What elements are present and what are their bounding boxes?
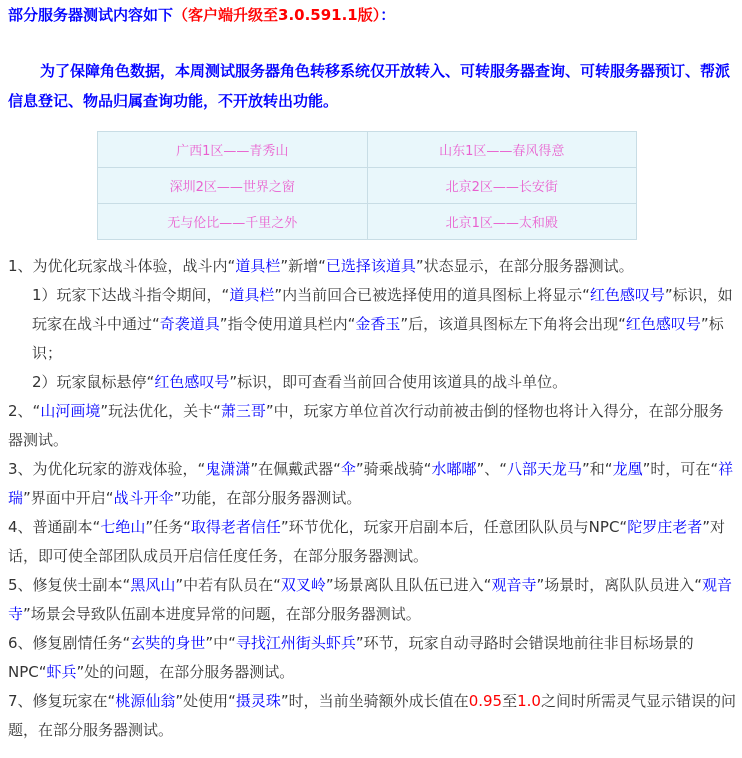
item-text: ”中若有队员在“ <box>175 576 281 594</box>
item-text: 1）玩家下达战斗指令期间，“ <box>32 286 230 304</box>
server-cell: 北京2区——长安街 <box>367 168 637 204</box>
highlighted-term: 红色感叹号 <box>589 286 665 304</box>
highlighted-term: 七绝山 <box>100 518 146 536</box>
page-title <box>8 4 736 26</box>
item-text: 5、修复侠士副本“ <box>8 576 131 594</box>
item-text: ”标识，即可查看当前回合使用该道具的战斗单位。 <box>229 373 568 391</box>
item-text: ”、“ <box>476 460 508 478</box>
highlighted-term: 虾兵 <box>46 663 77 681</box>
item-text: ”环节优化，玩家开启副本后，任意团队队员与NPC“ <box>280 518 628 536</box>
highlighted-term: 双叉岭 <box>280 576 326 594</box>
item-text: ”和“ <box>582 460 613 478</box>
highlighted-term: 鬼潇潇 <box>205 460 251 478</box>
item-text: 1、为优化玩家战斗体验，战斗内“ <box>8 257 236 275</box>
highlighted-term: 观音寺 <box>491 576 537 594</box>
highlighted-term: 祥瑞 <box>8 460 734 507</box>
item-text: ”内当前回合已被选择使用的道具图标上将显示“ <box>274 286 590 304</box>
highlighted-term: 0.95 <box>468 692 503 710</box>
item-text: 2）玩家鼠标悬停“ <box>32 373 155 391</box>
item-text: ”界面中开启“ <box>23 489 114 507</box>
changelog-item <box>8 687 736 745</box>
highlighted-term: 龙凰 <box>612 460 643 478</box>
changelog-item <box>8 513 736 571</box>
highlighted-term: 萧三哥 <box>220 402 266 420</box>
item-text: ”时，可在“ <box>642 460 719 478</box>
highlighted-term: 黑风山 <box>130 576 176 594</box>
highlighted-term: 道具栏 <box>229 286 275 304</box>
item-text: 至 <box>502 692 518 710</box>
item-text: ”任务“ <box>145 518 191 536</box>
highlighted-term: 寻找江州街头虾兵 <box>235 634 356 652</box>
changelog-item <box>8 397 736 455</box>
item-text: ”场景时，离队队员进入“ <box>536 576 703 594</box>
highlighted-term: 取得老者信任 <box>190 518 281 536</box>
highlighted-term: 已选择该道具 <box>325 257 416 275</box>
highlighted-term: 水嘟嘟 <box>431 460 477 478</box>
highlighted-term: 战斗开伞 <box>113 489 174 507</box>
highlighted-term: 陀罗庄老者 <box>627 518 703 536</box>
highlighted-term: 桃源仙翁 <box>115 692 176 710</box>
item-text: 2、“ <box>8 402 41 420</box>
server-row <box>98 132 637 168</box>
item-text: ”在佩戴武器“ <box>250 460 341 478</box>
item-text: ”场景会导致队伍副本进度异常的问题，在部分服务器测试。 <box>23 605 421 623</box>
server-cell: 广西1区——青秀山 <box>98 132 368 168</box>
highlighted-term: 山河画境 <box>40 402 101 420</box>
highlighted-term: 红色感叹号 <box>625 315 701 333</box>
item-text: ”功能，在部分服务器测试。 <box>173 489 362 507</box>
changelog-subitem <box>8 281 736 368</box>
changelog-list <box>8 252 736 745</box>
item-text: ”指令使用道具栏内“ <box>219 315 356 333</box>
item-text: ”环节，玩家自动寻路时会错误地前往非目标场景的NPC“ <box>8 634 694 681</box>
item-text: ”对话，即可使全部团队成员开启信任度任务，在部分服务器测试。 <box>8 518 725 565</box>
server-row <box>98 168 637 204</box>
title-suffix: ： <box>380 6 396 24</box>
highlighted-term: 摄灵珠 <box>235 692 281 710</box>
item-text: 之间时所需灵气显示错误的问题，在部分服务器测试。 <box>8 692 736 739</box>
server-cell: 无与伦比——千里之外 <box>98 204 368 240</box>
item-text: ”玩法优化，关卡“ <box>100 402 221 420</box>
changelog-item <box>8 629 736 687</box>
item-text: ”状态显示，在部分服务器测试。 <box>415 257 634 275</box>
highlighted-term: 奇袭道具 <box>159 315 220 333</box>
highlighted-term: 金香玉 <box>355 315 401 333</box>
item-text: ”新增“ <box>280 257 326 275</box>
changelog-item <box>8 571 736 629</box>
item-text: ”骑乘战骑“ <box>355 460 432 478</box>
server-cell: 山东1区——春风得意 <box>367 132 637 168</box>
item-text: ”标识； <box>32 315 724 362</box>
highlighted-term: 玄奘的身世 <box>130 634 206 652</box>
item-text: 4、普通副本“ <box>8 518 101 536</box>
item-text: ”时，当前坐骑额外成长值在 <box>280 692 469 710</box>
item-text: 3、为优化玩家的游戏体验，“ <box>8 460 206 478</box>
changelog-subitem <box>8 368 736 397</box>
item-text: ”后，该道具图标左下角将会出现“ <box>400 315 626 333</box>
item-text: ”中，玩家方单位首次行动前被击倒的怪物也将计入得分，在部分服务器测试。 <box>8 402 724 449</box>
highlighted-term: 1.0 <box>517 692 541 710</box>
title-version-note: （客户端升级至3.0.591.1版） <box>173 6 381 24</box>
highlighted-term: 红色感叹号 <box>154 373 230 391</box>
highlighted-term: 八部天龙马 <box>507 460 583 478</box>
item-text: ”场景离队且队伍已进入“ <box>325 576 492 594</box>
item-text: ”标识，如玩家在战斗中通过“ <box>32 286 733 333</box>
item-text: ”处的问题，在部分服务器测试。 <box>76 663 295 681</box>
highlighted-term: 观音寺 <box>8 576 733 623</box>
item-text: 6、修复剧情任务“ <box>8 634 131 652</box>
item-text: ”处使用“ <box>175 692 236 710</box>
server-cell: 北京1区——太和殿 <box>367 204 637 240</box>
highlighted-term: 道具栏 <box>235 257 281 275</box>
intro-paragraph: 为了保障角色数据，本周测试服务器角色转移系统仅开放转入、可转服务器查询、可转服务器预订、帮派信息登记、物品归属查询功能，不开放转出功能。 <box>8 62 731 110</box>
highlighted-term: 伞 <box>340 460 356 478</box>
title-prefix: 部分服务器测试内容如下 <box>8 6 174 24</box>
item-text: 7、修复玩家在“ <box>8 692 116 710</box>
changelog-item <box>8 252 736 281</box>
server-cell: 深圳2区——世界之窗 <box>98 168 368 204</box>
server-table <box>97 131 637 240</box>
changelog-item <box>8 455 736 513</box>
server-row <box>98 204 637 240</box>
item-text: ”中“ <box>205 634 236 652</box>
